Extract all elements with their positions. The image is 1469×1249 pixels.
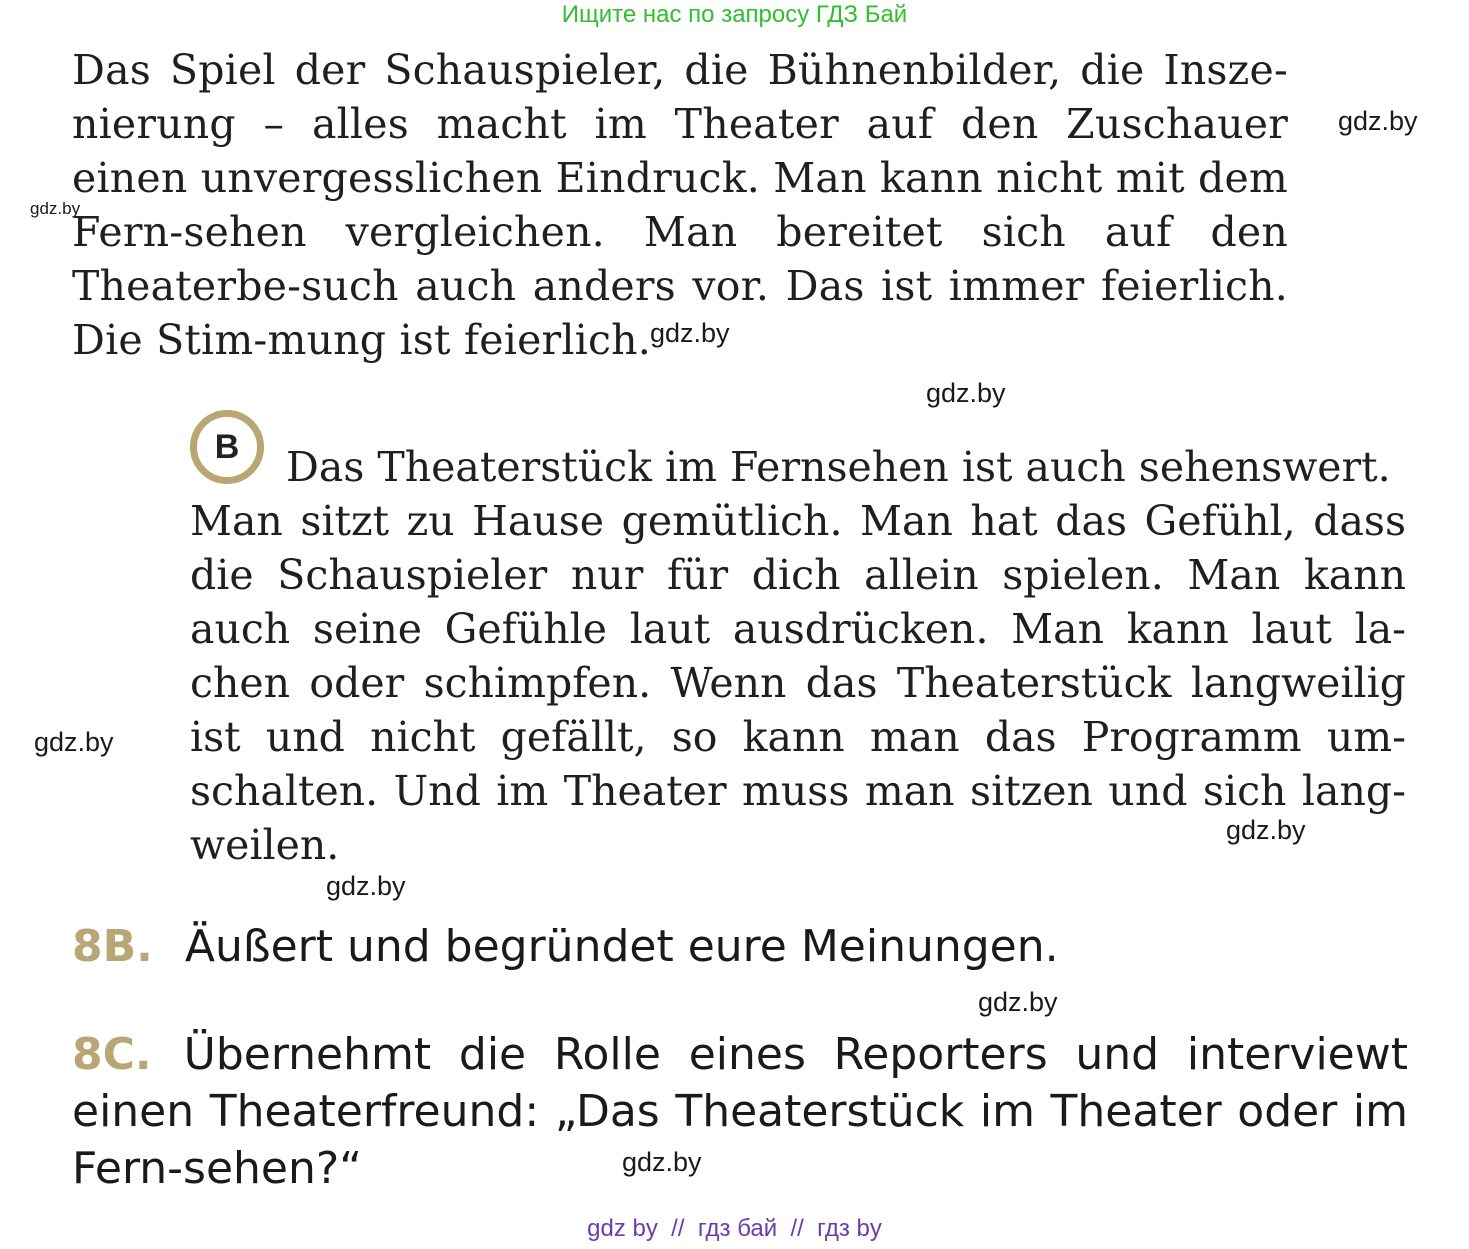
watermark: gdz.by (650, 318, 730, 348)
paragraph-b-first-line: Das Theaterstück im Fernsehen ist auch sehenswert. (286, 443, 1391, 491)
task-text: Übernehmt die Rolle eines Reporters und interviewt einen Theaterfreund: „Das Theaterstück im Theater oder im Fern-sehen?“ (72, 1029, 1408, 1194)
task-text: Äußert und begründet eure Meinungen. (184, 921, 1059, 972)
watermark: gdz.by (622, 1147, 702, 1177)
watermark: gdz.by (1338, 106, 1418, 136)
watermark: gdz.by (978, 987, 1058, 1017)
watermark: gdz.by (30, 199, 81, 218)
paragraph-a: Das Spiel der Schauspieler, die Bühnenbilder, die Insze-nierung – alles macht im Theater auf den Zuschauer einen unvergesslichen Eindruck. Man kann nicht mit dem Fern-sehen vergleichen. Man bereitet sich auf den Theaterbe-such auch anders vor. Das ist immer feierlich. Die Stim-mung ist feierlich. (72, 46, 1288, 364)
watermark: gdz.by (1226, 815, 1306, 845)
watermark: gdz.by (34, 727, 114, 757)
footer-links[interactable]: gdz by // гдз бай // гдз by (587, 1215, 882, 1242)
top-banner[interactable]: Ищите нас по запросу ГДЗ Бай (561, 1, 908, 28)
task-number: 8C. (72, 1029, 152, 1080)
task-number: 8B. (72, 921, 153, 972)
watermark: gdz.by (326, 871, 406, 901)
watermark: gdz.by (926, 378, 1006, 408)
task-8b (72, 918, 1412, 975)
section-b-marker: B (190, 410, 264, 484)
paragraph-b: Man sitzt zu Hause gemütlich. Man hat das Gefühl, dass die Schauspieler nur für dich allein spielen. Man kann auch seine Gefühle laut ausdrücken. Man kann laut la-chen oder schimpfen. Wenn das Theaterstück langweilig ist und nicht gefällt, so kann man das Programm um-schalten. Und im Theater muss man sitzen und sich lang-weilen. (190, 497, 1406, 869)
task-8c (72, 1026, 1408, 1197)
